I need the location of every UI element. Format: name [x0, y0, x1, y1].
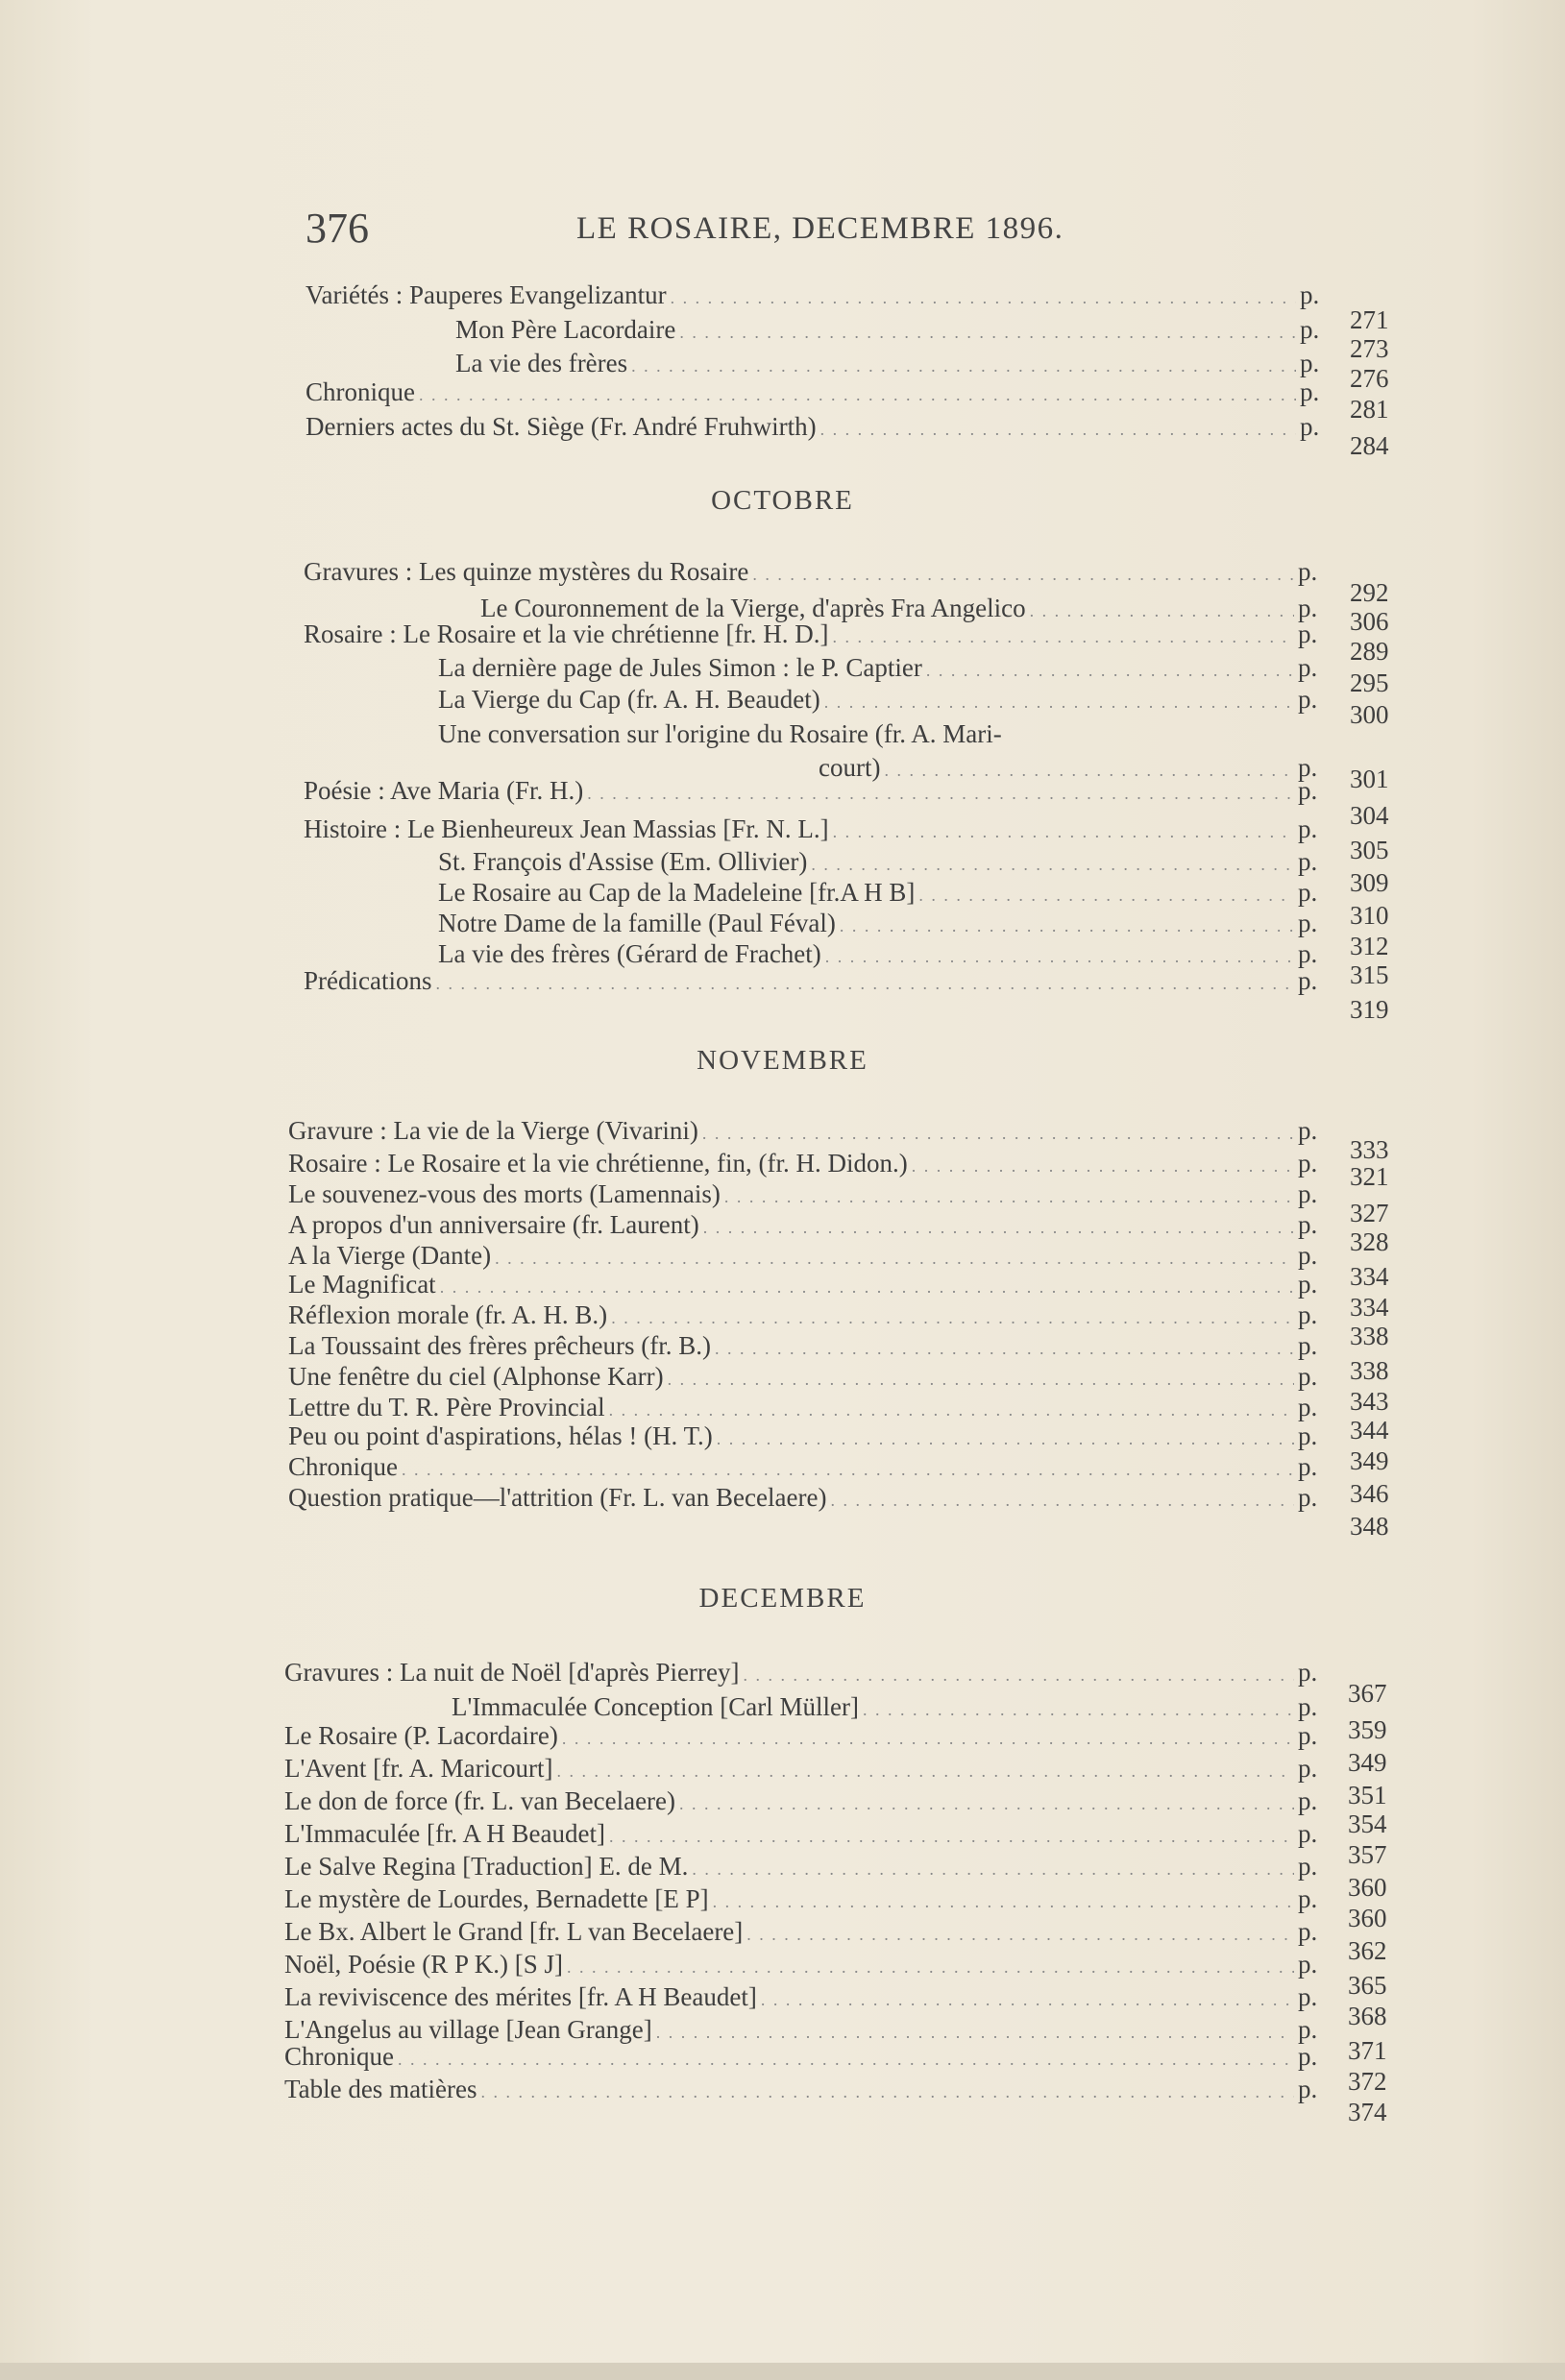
entry-label: Mon Père Lacordaire: [455, 315, 676, 344]
entry-page: 371: [1348, 2036, 1387, 2065]
entry-p: p.: [1298, 1721, 1318, 1750]
entry-page: 367: [1348, 1679, 1387, 1708]
entry-label: Peu ou point d'aspirations, hélas ! (H. T.): [288, 1421, 713, 1450]
entry-p: p.: [1298, 1149, 1318, 1178]
entry-page: 344: [1350, 1416, 1389, 1445]
page-number: 376: [306, 205, 369, 252]
entry-page: 362: [1348, 1936, 1387, 1965]
entry-page: 360: [1348, 1873, 1387, 1902]
entry-label: A la Vierge (Dante): [288, 1241, 492, 1270]
entry-label: Prédications: [304, 966, 432, 995]
entry-page: 295: [1350, 668, 1389, 697]
entry-label: Chronique: [288, 1452, 398, 1481]
entry-label: Le Couronnement de la Vierge, d'après Fra Angelico: [480, 594, 1026, 622]
toc-entry: [304, 557, 1389, 607]
entry-p: p.: [1298, 1658, 1318, 1687]
entry-page: 273: [1350, 334, 1389, 363]
entry-page: 284: [1350, 431, 1389, 460]
entry-page: 304: [1350, 801, 1389, 830]
entry-label: La dernière page de Jules Simon : le P. Captier: [438, 653, 922, 682]
running-title: LE ROSAIRE, DECEMBRE 1896.: [576, 211, 1064, 246]
entry-p: p.: [1298, 753, 1318, 782]
entry-p: p.: [1300, 349, 1320, 377]
entry-label: La vie des frères (Gérard de Frachet): [438, 939, 821, 968]
entry-label: L'Immaculée Conception [Carl Müller]: [452, 1692, 859, 1721]
entry-page: 315: [1350, 960, 1389, 989]
entry-page: 354: [1348, 1809, 1387, 1838]
toc-entry: [438, 653, 1389, 697]
entry-p: p.: [1298, 878, 1318, 907]
entry-page: 338: [1350, 1356, 1389, 1385]
entry-label: L'Avent [fr. A. Maricourt]: [284, 1754, 553, 1783]
entry-page: 346: [1350, 1479, 1389, 1508]
entry-p: p.: [1298, 776, 1318, 805]
entry-label: L'Immaculée [fr. A H Beaudet]: [284, 1819, 605, 1848]
entry-page: 351: [1348, 1781, 1387, 1809]
entry-p: p.: [1298, 1393, 1318, 1421]
entry-label: La vie des frères: [455, 349, 628, 377]
entry-label: Poésie : Ave Maria (Fr. H.): [304, 776, 584, 805]
entry-label: La reviviscence des mérites [fr. A H Beaudet]: [284, 1982, 757, 2011]
entry-p: p.: [1298, 1331, 1318, 1360]
entry-label: Table des matières: [284, 2075, 477, 2103]
entry-label: Lettre du T. R. Père Provincial: [288, 1393, 605, 1421]
entry-label: Le Bx. Albert le Grand [fr. L van Becelaere]: [284, 1917, 744, 1946]
entry-p: p.: [1300, 280, 1320, 309]
entry-p: p.: [1298, 1917, 1318, 1946]
entry-page: 360: [1348, 1904, 1387, 1932]
entry-p: p.: [1298, 1452, 1318, 1481]
entry-p: p.: [1298, 1270, 1318, 1299]
entry-label: Le Magnificat: [288, 1270, 436, 1299]
entry-label: A propos d'un anniversaire (fr. Laurent): [288, 1210, 699, 1239]
entry-page: 343: [1350, 1387, 1389, 1416]
entry-page: 365: [1348, 1971, 1387, 2000]
entry-label: Gravures : Les quinze mystères du Rosaire: [304, 557, 749, 586]
toc-entry: [306, 412, 1389, 460]
entry-label: Rosaire : Le Rosaire et la vie chrétienne, fin, (fr. H. Didon.): [288, 1149, 908, 1178]
entry-page: 338: [1350, 1322, 1389, 1350]
entry-page: 276: [1350, 364, 1389, 393]
entry-page: 333: [1350, 1135, 1389, 1164]
entry-label: Noël, Poésie (R P K.) [S J]: [284, 1950, 563, 1979]
entry-page: 334: [1350, 1293, 1389, 1322]
entry-page: 374: [1348, 2098, 1387, 2126]
entry-label: Le Rosaire au Cap de la Madeleine [fr.A H B]: [438, 878, 916, 907]
entry-label: St. François d'Assise (Em. Ollivier): [438, 847, 808, 876]
entry-p: p.: [1298, 2015, 1318, 2044]
entry-page: 357: [1348, 1840, 1387, 1869]
entry-page: 309: [1350, 868, 1389, 897]
entry-page: 306: [1350, 607, 1389, 636]
entry-p: p.: [1298, 1421, 1318, 1450]
entry-page: 321: [1350, 1162, 1389, 1191]
section-title-decembre: DECEMBRE: [698, 1583, 867, 1614]
entry-p: p.: [1298, 1754, 1318, 1783]
entry-page: 349: [1348, 1748, 1387, 1777]
entry-page: 292: [1350, 578, 1389, 607]
entry-p: p.: [1298, 1692, 1318, 1721]
entry-label: Variétés : Pauperes Evangelizantur: [306, 280, 667, 309]
entry-p: p.: [1298, 619, 1318, 648]
scan-edge: [0, 2363, 1565, 2380]
entry-p: p.: [1298, 1483, 1318, 1512]
entry-p: p.: [1300, 377, 1320, 406]
entry-label: Question pratique—l'attrition (Fr. L. van Becelaere): [288, 1483, 827, 1512]
entry-p: p.: [1298, 909, 1318, 937]
entry-label: Chronique: [284, 2042, 394, 2071]
entry-page: 348: [1350, 1512, 1389, 1541]
entry-label: Derniers actes du St. Siège (Fr. André Fruhwirth): [306, 412, 817, 441]
entry-label: La Vierge du Cap (fr. A. H. Beaudet): [438, 685, 820, 714]
entry-p: p.: [1298, 1982, 1318, 2011]
entry-page: 359: [1348, 1715, 1387, 1744]
entry-p: p.: [1298, 1852, 1318, 1881]
entry-p: p.: [1298, 557, 1318, 586]
entry-p: p.: [1298, 939, 1318, 968]
entry-p: p.: [1298, 1116, 1318, 1145]
entry-p: p.: [1300, 412, 1320, 441]
entry-p: p.: [1298, 966, 1318, 995]
entry-page: 372: [1348, 2067, 1387, 2096]
entry-label: La Toussaint des frères prêcheurs (fr. B.): [288, 1331, 711, 1360]
entry-p: p.: [1298, 1884, 1318, 1913]
entry-p: p.: [1298, 653, 1318, 682]
entry-label: court): [819, 753, 881, 782]
entry-label: L'Angelus au village [Jean Grange]: [284, 2015, 652, 2044]
entry-page: 281: [1350, 395, 1389, 424]
entry-page: 305: [1350, 836, 1389, 864]
entry-label: Le mystère de Lourdes, Bernadette [E P]: [284, 1884, 709, 1913]
entry-label: Rosaire : Le Rosaire et la vie chrétienne [fr. H. D.]: [304, 619, 829, 648]
entry-p: p.: [1298, 1179, 1318, 1208]
entry-label: Le Salve Regina [Traduction] E. de M.: [284, 1852, 689, 1881]
entry-label: Gravure : La vie de la Vierge (Vivarini): [288, 1116, 698, 1145]
entry-p: p.: [1300, 315, 1320, 344]
entry-label: Une conversation sur l'origine du Rosaire (fr. A. Mari-: [438, 719, 1002, 748]
entry-label: Une fenêtre du ciel (Alphonse Karr): [288, 1362, 664, 1391]
entry-page: 327: [1350, 1199, 1389, 1227]
entry-p: p.: [1298, 1819, 1318, 1848]
entry-page: 334: [1350, 1262, 1389, 1291]
entry-p: p.: [1298, 1950, 1318, 1979]
entry-p: p.: [1298, 1241, 1318, 1270]
entry-page: 301: [1350, 765, 1389, 793]
entry-page: 310: [1350, 901, 1389, 930]
entry-label: Le souvenez-vous des morts (Lamennais): [288, 1179, 721, 1208]
entry-page: 289: [1350, 637, 1389, 666]
entry-page: 300: [1350, 700, 1389, 729]
entry-p: p.: [1298, 685, 1318, 714]
entry-label: Histoire : Le Bienheureux Jean Massias [Fr. N. L.]: [304, 814, 829, 843]
entry-page: 349: [1350, 1446, 1389, 1475]
entry-p: p.: [1298, 814, 1318, 843]
entry-p: p.: [1298, 1786, 1318, 1815]
page-header: [306, 204, 1324, 261]
entry-page: 328: [1350, 1227, 1389, 1256]
entry-page: 368: [1348, 2002, 1387, 2030]
entry-page: 312: [1350, 932, 1389, 960]
entry-label: Réflexion morale (fr. A. H. B.): [288, 1300, 608, 1329]
entry-p: p.: [1298, 847, 1318, 876]
entry-p: p.: [1298, 2042, 1318, 2071]
section-title-novembre: NOVEMBRE: [697, 1045, 868, 1076]
entry-label: Chronique: [306, 377, 415, 406]
toc-entry: [438, 685, 1389, 729]
entry-label: Le Rosaire (P. Lacordaire): [284, 1721, 558, 1750]
entry-label: Le don de force (fr. L. van Becelaere): [284, 1786, 676, 1815]
toc-entry: [455, 349, 1389, 393]
entry-page: 319: [1350, 995, 1389, 1024]
entry-p: p.: [1298, 1362, 1318, 1391]
entry-p: p.: [1298, 594, 1318, 622]
entry-label: Notre Dame de la famille (Paul Féval): [438, 909, 836, 937]
entry-p: p.: [1298, 1210, 1318, 1239]
entry-page: 271: [1350, 305, 1389, 334]
entry-p: p.: [1298, 2075, 1318, 2103]
entry-p: p.: [1298, 1300, 1318, 1329]
entry-label: Gravures : La nuit de Noël [d'après Pierrey]: [284, 1658, 740, 1687]
section-title-octobre: OCTOBRE: [711, 485, 854, 516]
